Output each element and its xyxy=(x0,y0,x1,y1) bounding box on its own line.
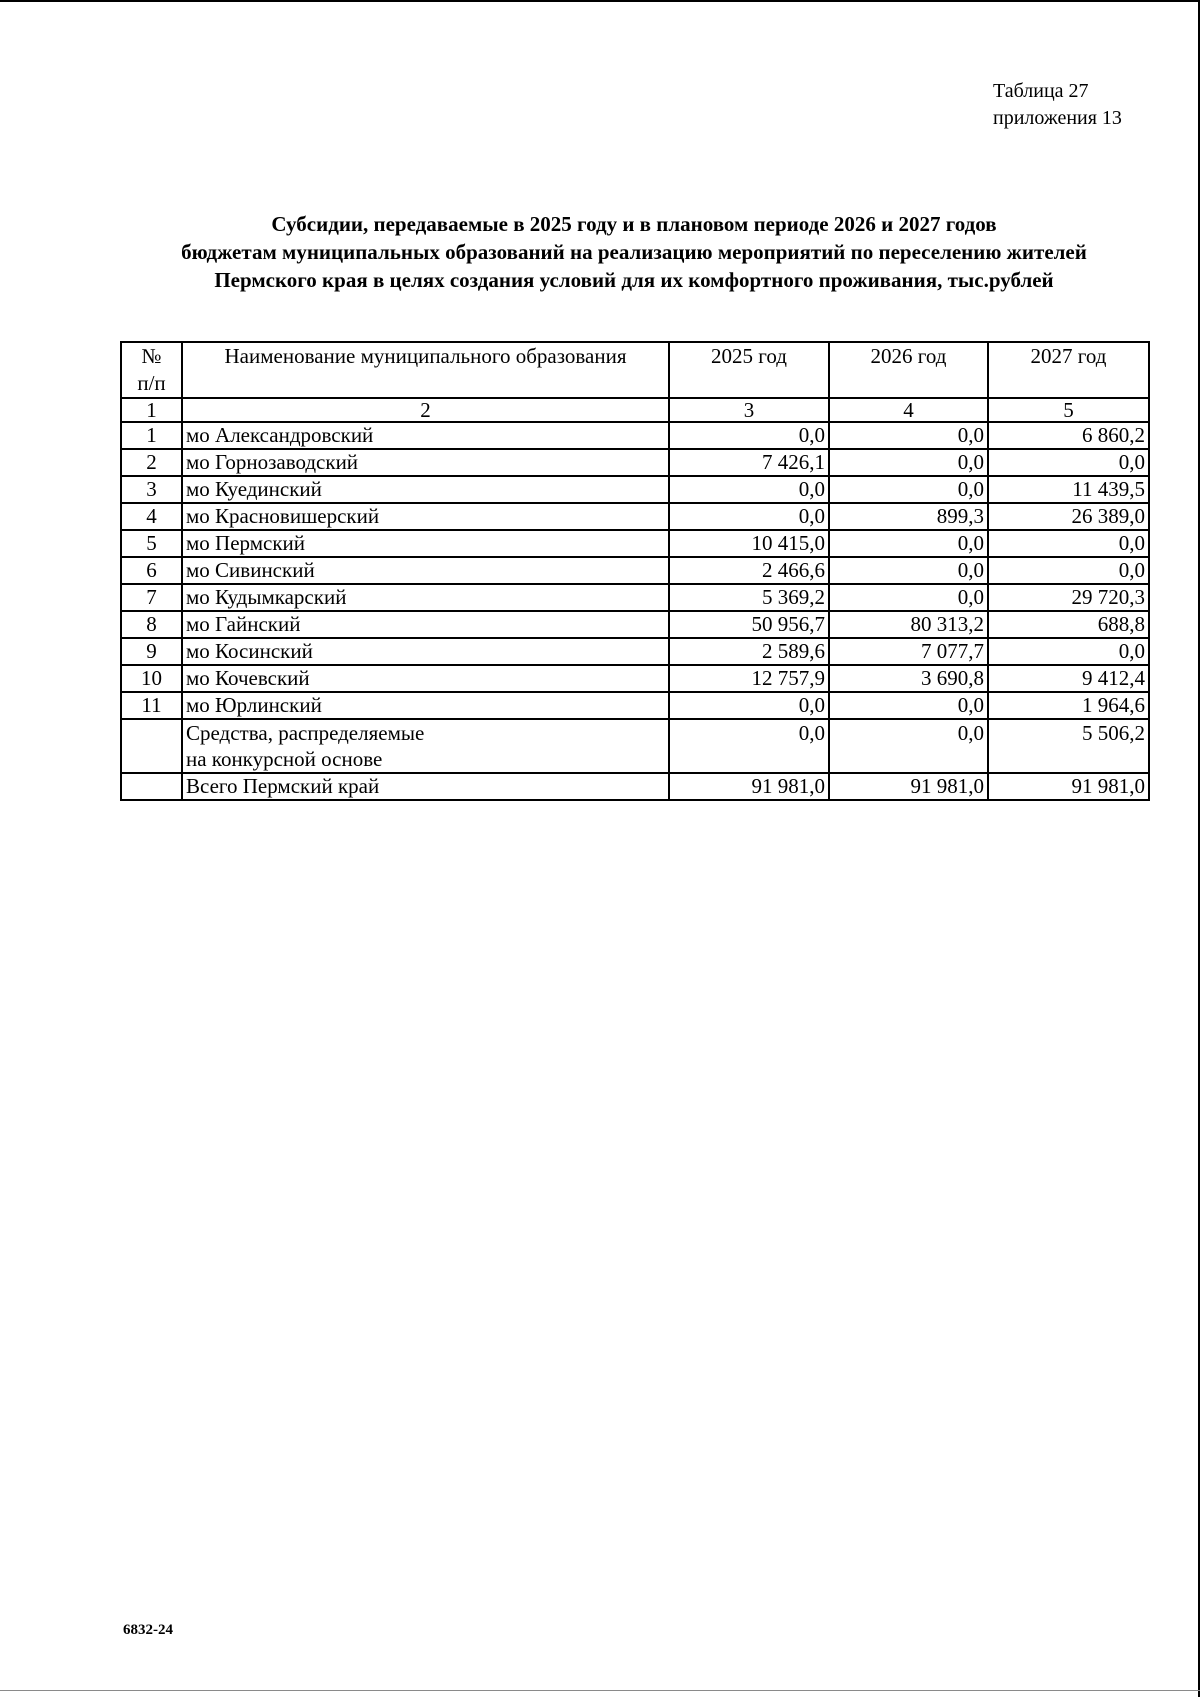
table-row xyxy=(121,476,1149,503)
table-row xyxy=(121,584,1149,611)
value-2027: 0,0 xyxy=(988,449,1149,476)
value-2027: 29 720,3 xyxy=(988,584,1149,611)
value-2027: 0,0 xyxy=(988,557,1149,584)
document-title xyxy=(120,210,1148,294)
municipality-name: мо Кочевский xyxy=(182,665,669,692)
competitive-funds-name xyxy=(182,719,669,773)
column-index: 3 xyxy=(669,398,829,422)
row-number: 7 xyxy=(121,584,182,611)
table-row xyxy=(121,449,1149,476)
table-caption xyxy=(993,78,1122,132)
column-index: 1 xyxy=(121,398,182,422)
row-number: 3 xyxy=(121,476,182,503)
caption-appendix-number: приложения 13 xyxy=(993,107,1122,129)
municipality-name: мо Александровский xyxy=(182,422,669,449)
value-2027: 1 964,6 xyxy=(988,692,1149,719)
value-2026: 0,0 xyxy=(829,557,988,584)
value-2025: 0,0 xyxy=(669,692,829,719)
competitive-funds-row xyxy=(121,719,1149,773)
competitive-funds-name-line2: на конкурсной основе xyxy=(186,747,383,771)
municipality-name: мо Сивинский xyxy=(182,557,669,584)
document-number: 6832-24 xyxy=(123,1622,173,1638)
municipality-name: мо Косинский xyxy=(182,638,669,665)
value-2025: 7 426,1 xyxy=(669,449,829,476)
value-2025: 50 956,7 xyxy=(669,611,829,638)
column-index-row xyxy=(121,398,1149,422)
header-year-2026: 2026 год xyxy=(829,342,988,398)
value-2026: 3 690,8 xyxy=(829,665,988,692)
value-2026: 0,0 xyxy=(829,476,988,503)
header-number xyxy=(121,342,182,398)
competitive-funds-name-line1: Средства, распределяемые xyxy=(186,721,425,745)
page-border-bottom xyxy=(0,1690,1200,1691)
column-index: 4 xyxy=(829,398,988,422)
value-2027: 688,8 xyxy=(988,611,1149,638)
total-2026: 91 981,0 xyxy=(829,773,988,800)
header-year-2025: 2025 год xyxy=(669,342,829,398)
municipality-name: мо Кудымкарский xyxy=(182,584,669,611)
total-row xyxy=(121,773,1149,800)
header-year-2027: 2027 год xyxy=(988,342,1149,398)
table-row xyxy=(121,557,1149,584)
total-2025: 91 981,0 xyxy=(669,773,829,800)
table-row xyxy=(121,503,1149,530)
total-2027: 91 981,0 xyxy=(988,773,1149,800)
municipality-name: мо Куединский xyxy=(182,476,669,503)
column-index: 2 xyxy=(182,398,669,422)
row-number: 6 xyxy=(121,557,182,584)
row-number xyxy=(121,773,182,800)
municipality-name: мо Гайнский xyxy=(182,611,669,638)
municipality-name: мо Юрлинский xyxy=(182,692,669,719)
page-border-top xyxy=(0,0,1200,2)
table-row xyxy=(121,665,1149,692)
value-2025: 0,0 xyxy=(669,422,829,449)
value-2025: 10 415,0 xyxy=(669,530,829,557)
value-2027: 9 412,4 xyxy=(988,665,1149,692)
title-line-3: Пермского края в целях создания условий для их комфортного проживания, тыс.рублей xyxy=(214,268,1054,292)
table-row xyxy=(121,530,1149,557)
row-number: 10 xyxy=(121,665,182,692)
row-number: 4 xyxy=(121,503,182,530)
table-row xyxy=(121,611,1149,638)
value-2026: 0,0 xyxy=(829,584,988,611)
row-number: 2 xyxy=(121,449,182,476)
column-index: 5 xyxy=(988,398,1149,422)
header-municipality-name: Наименование муниципального образования xyxy=(182,342,669,398)
table-row xyxy=(121,422,1149,449)
value-2026: 80 313,2 xyxy=(829,611,988,638)
municipality-name: мо Горнозаводский xyxy=(182,449,669,476)
row-number: 5 xyxy=(121,530,182,557)
subsidies-table xyxy=(120,341,1150,801)
value-2026: 0,0 xyxy=(829,692,988,719)
value-2025: 2 589,6 xyxy=(669,638,829,665)
value-2027: 11 439,5 xyxy=(988,476,1149,503)
title-line-1: Субсидии, передаваемые в 2025 году и в плановом периоде 2026 и 2027 годов xyxy=(271,212,997,236)
value-2027: 26 389,0 xyxy=(988,503,1149,530)
title-line-2: бюджетам муниципальных образований на реализацию мероприятий по переселению жителей xyxy=(181,240,1087,264)
header-number-line2: п/п xyxy=(137,371,166,395)
value-2025: 0,0 xyxy=(669,719,829,773)
row-number: 11 xyxy=(121,692,182,719)
row-number: 9 xyxy=(121,638,182,665)
value-2027: 0,0 xyxy=(988,638,1149,665)
header-number-line1: № xyxy=(141,344,162,368)
value-2026: 0,0 xyxy=(829,449,988,476)
value-2025: 0,0 xyxy=(669,503,829,530)
value-2025: 0,0 xyxy=(669,476,829,503)
value-2027: 5 506,2 xyxy=(988,719,1149,773)
value-2027: 6 860,2 xyxy=(988,422,1149,449)
value-2025: 5 369,2 xyxy=(669,584,829,611)
caption-table-number: Таблица 27 xyxy=(993,80,1089,102)
value-2026: 899,3 xyxy=(829,503,988,530)
value-2026: 0,0 xyxy=(829,422,988,449)
value-2025: 2 466,6 xyxy=(669,557,829,584)
total-name: Всего Пермский край xyxy=(182,773,669,800)
value-2026: 7 077,7 xyxy=(829,638,988,665)
table-row xyxy=(121,692,1149,719)
value-2025: 12 757,9 xyxy=(669,665,829,692)
table-row xyxy=(121,638,1149,665)
value-2026: 0,0 xyxy=(829,719,988,773)
municipality-name: мо Красновишерский xyxy=(182,503,669,530)
table-header-row xyxy=(121,342,1149,398)
value-2026: 0,0 xyxy=(829,530,988,557)
row-number: 8 xyxy=(121,611,182,638)
row-number: 1 xyxy=(121,422,182,449)
value-2027: 0,0 xyxy=(988,530,1149,557)
row-number xyxy=(121,719,182,773)
municipality-name: мо Пермский xyxy=(182,530,669,557)
